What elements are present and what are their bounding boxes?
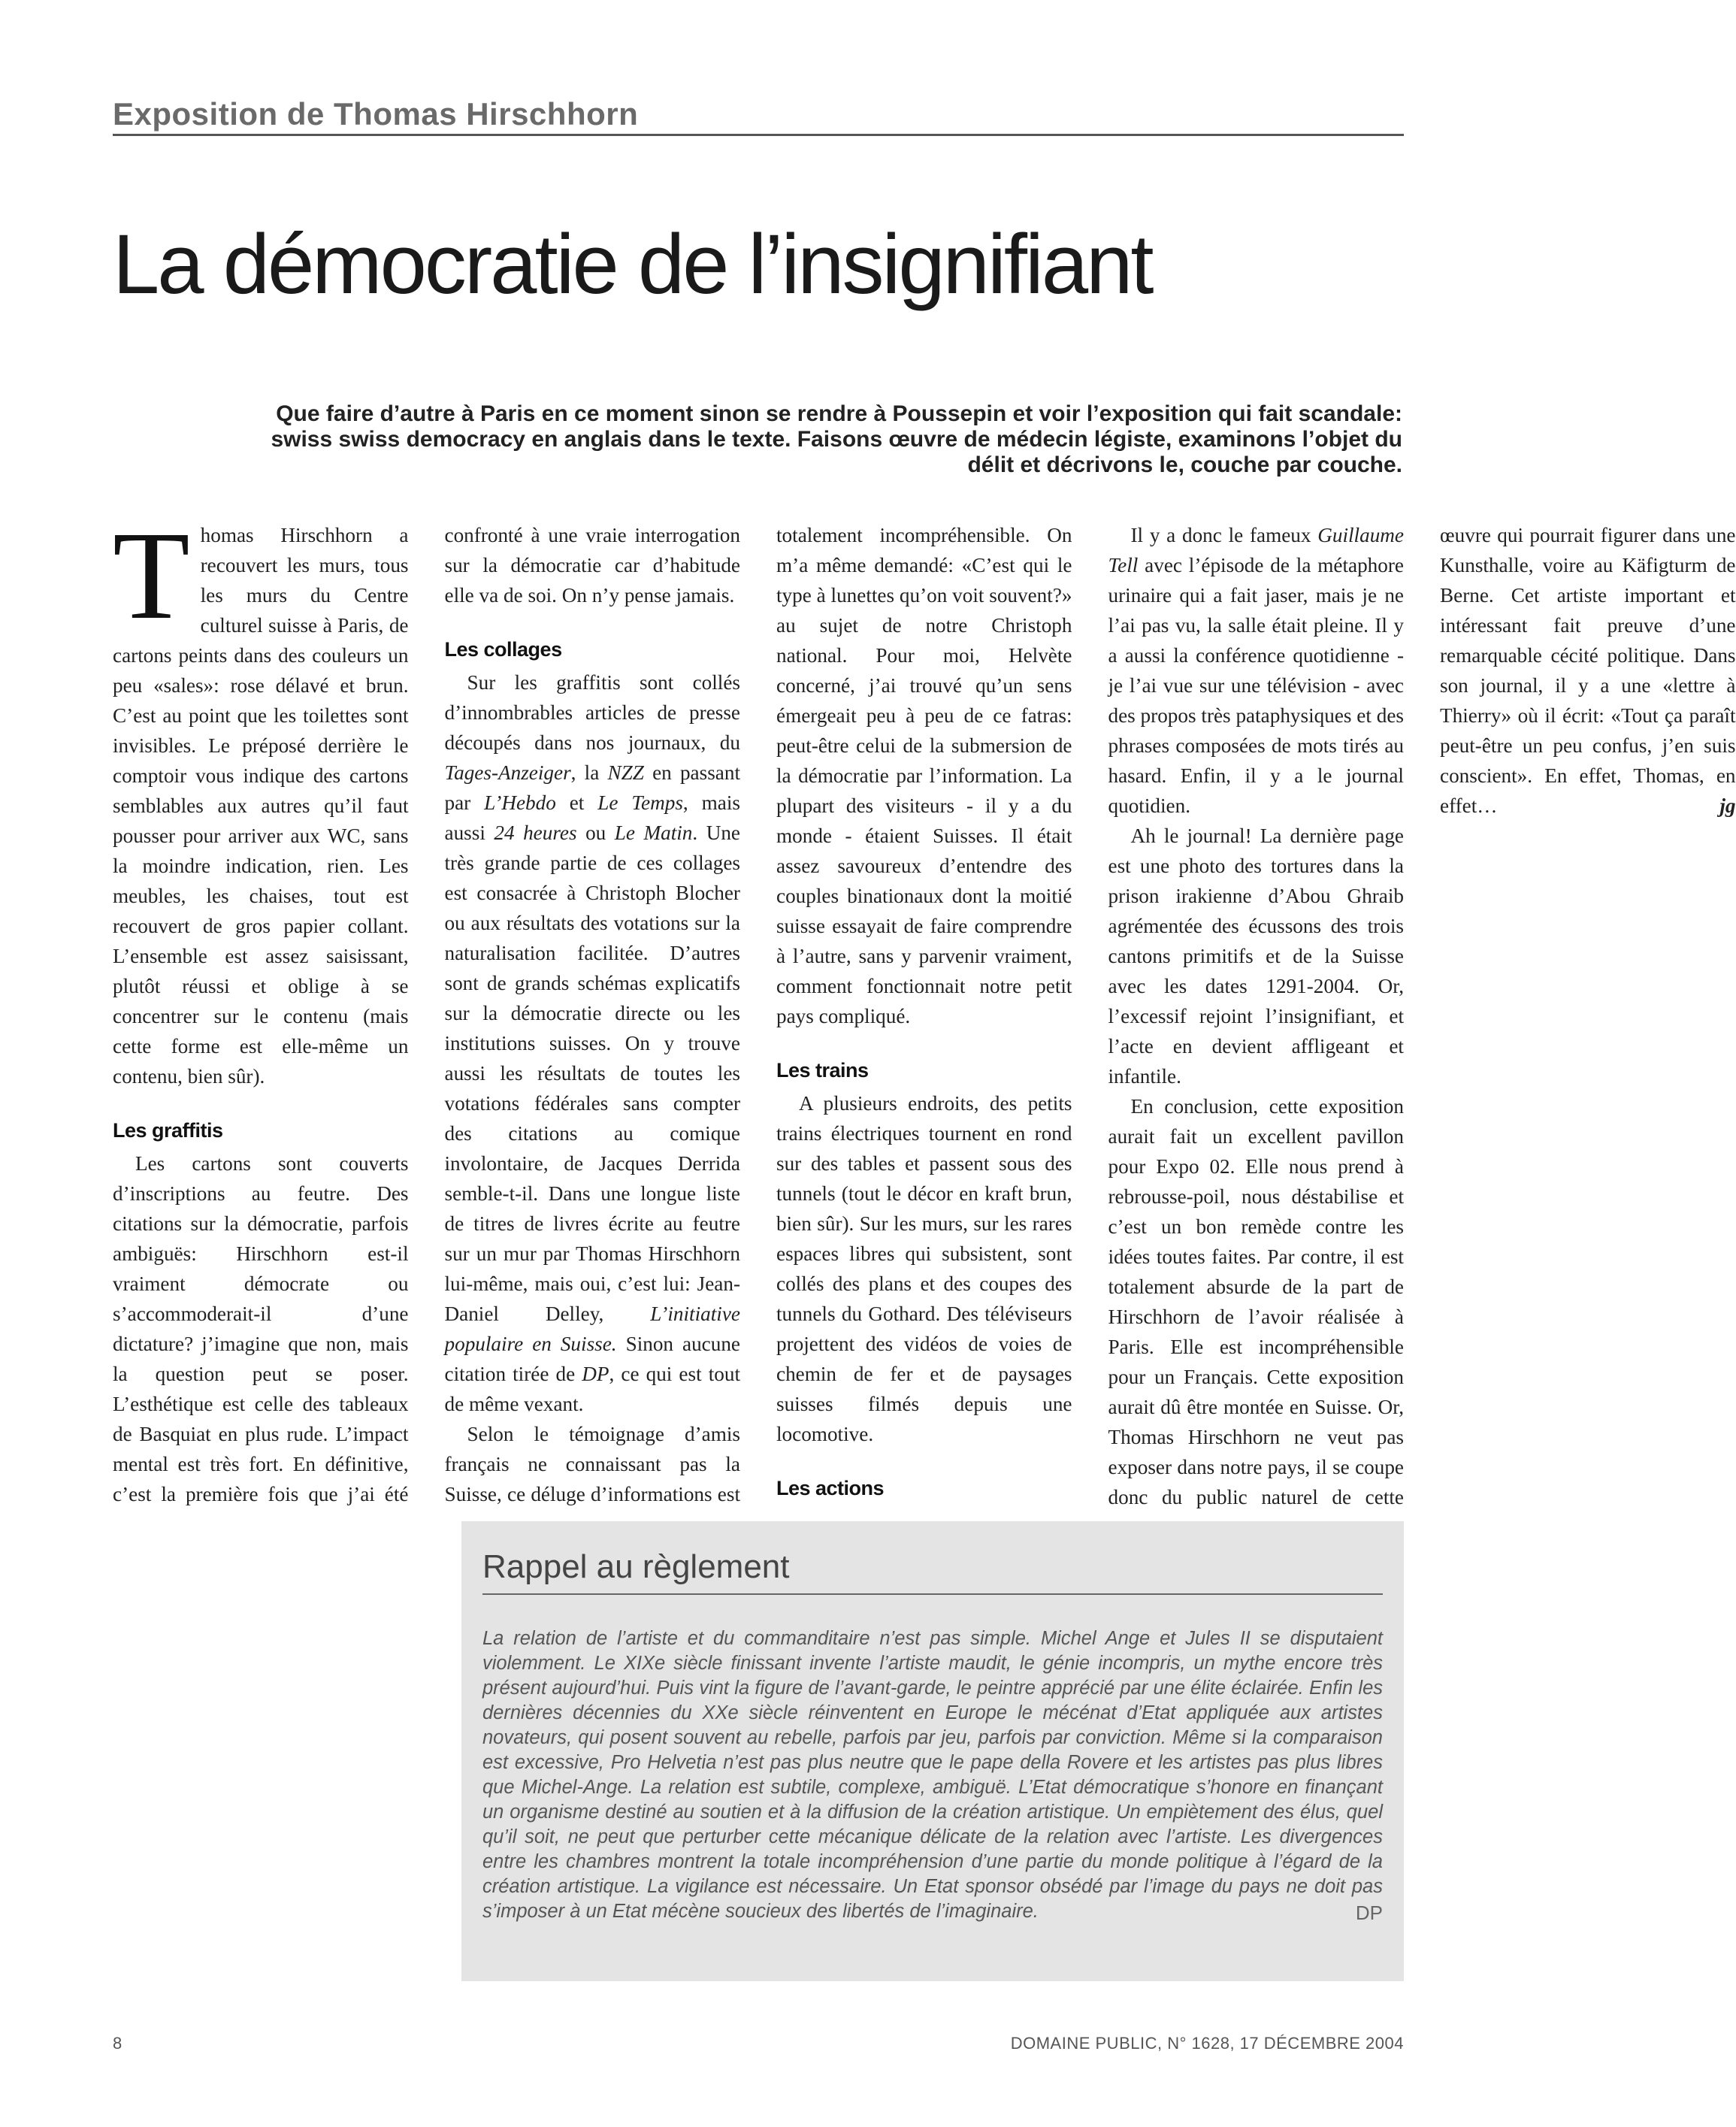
journal-paragraph: Ah le journal! La dernière page est une photo des tortures dans la prison irakienne d’Abou Ghraib agrémentée des écussons des trois cantons primitifs et de la Suisse avec les dates 1291-2004. Or, l’excessif rejoint l’insignifiant, et l’acte en devient affligeant et infantile. bbox=[1108, 824, 1404, 1088]
lead-paragraph: Que faire d’autre à Paris en ce moment sinon se rendre à Poussepin et voir l’exposition qui fait scandale: swiss swiss democracy en anglais dans le texte. Faisons œuvre de médecin légiste, examinons l’objet du délit et décrivons le, couche par couche. bbox=[271, 401, 1402, 477]
actions-paragraph: Il y a donc le fameux Guillaume Tell avec l’épisode de la métaphore urinaire qui a fait jaser, mais je ne l’ai pas vu, la salle était pleine. Il y a aussi la conférence quotidienne - je l’ai vue sur une télévision - avec des propos très pataphysiques et des phrases composées de mots tirés au hasard. Enfin, il y a le journal quotidien. bbox=[1108, 524, 1404, 817]
collages-paragraph: Sur les graffitis sont collés d’innombrables articles de presse découpés dans nos journaux, du Tages-Anzeiger, la NZZ en passant par L’Hebdo et Le Temps, mais aussi 24 heures ou Le Matin. Une très grande partie de ces collages est consacrée à Christoph Blocher ou aux résultats des votations sur la naturalisation facilitée. D’autres sont de grands schémas explicatifs sur la démocratie directe ou les institutions suisses. On y trouve aussi les résultats de toutes les votations fédérales sans compter des citations au comique involontaire, de Jacques Derrida semble-t-il. Dans une longue liste de titres de livres écrite au feutre sur un mur par Thomas Hirschhorn lui-même, mais oui, c’est lui: Jean-Daniel Delley, L’initiative populaire en Suisse. Sinon aucune citation tirée de DP, ce qui est tout de même vexant. bbox=[444, 671, 741, 1415]
sidebar-title: Rappel au règlement bbox=[482, 1548, 1383, 1595]
sidebar-box bbox=[461, 1521, 1404, 1981]
intro-text: homas Hirschhorn a recouvert les murs, tous les murs du Centre culturel suisse à Paris, de cartons peints dans des couleurs un peu «sales»: rose délavé et brun. C’est au point que les toilettes sont invisibles. Le préposé derrière le comptoir vous indique des cartons semblables aux autres qu’il faut pousser pour arriver aux WC, sans la moindre indication, rien. Les meubles, les chaises, tout est recouvert de gros papier collant. L’ensemble est assez saisissant, plutôt réussi et oblige à se concentrer sur le contenu (mais cette forme est elle-même un contenu, bien sûr). bbox=[113, 524, 409, 1088]
sidebar-signature: DP bbox=[1355, 1902, 1383, 1924]
rubric: Exposition de Thomas Hirschhorn bbox=[113, 96, 1404, 136]
sidebar-body: La relation de l’artiste et du commanditaire n’est pas simple. Michel Ange et Jules II se disputaient violemment. Le XIXe siècle finissant invente l’artiste maudit, le génie incompris, un mythe encore très présent aujourd’hui. Puis vint la figure de l’avant-garde, le peintre apprécié par une élite éclairée. Enfin les dernières décennies du XXe siècle réinventent en Europe le mécénat d’Etat appliquée aux artistes novateurs, qui posent souvent au rebelle, parfois par jeu, parfois par conviction. Même si la comparaison est excessive, Pro Helvetia n’est pas plus neutre que le pape della Rovere et les artistes pas plus libres que Michel-Ange. La relation est subtile, complexe, ambiguë. L’Etat démocratique s’honore en finançant un organisme destiné au soutien et à la diffusion de la création artistique. Un empiètement des élus, quel qu’il soit, ne peut que perturber cette mécanique délicate de la relation avec l’artiste. Les divergences entre les chambres montrent la totale incompréhension d’une partie du monde politique à l’égard de la création artistique. La vigilance est nécessaire. Un Etat sponsor obsédé par l’image du pays ne doit pas s’imposer à un Etat mécène soucieux des libertés de l’imaginaire. bbox=[482, 1628, 1383, 1922]
drop-cap: T bbox=[113, 506, 190, 646]
trains-paragraph: A plusieurs endroits, des petits trains électriques tournent en rond sur des tables et passent sous des tunnels (tout le décor en kraft brun, bien sûr). Sur les murs, sur les rares espaces libres qui subsistent, sont collés des plans et des coupes des tunnels du Gothard. Des téléviseurs projettent des vidéos de voies de chemin de fer et de paysages suisses filmés depuis une locomotive. bbox=[776, 1092, 1072, 1445]
temoignage-paragraph: Selon le témoignage d’amis français ne connaissant pas la Suisse, ce déluge d’informations est totalement incompréhensible. On m’a même demandé: «C’est qui le type à lunettes qu’on voit souvent?» au sujet de notre Christoph national. Pour moi, Helvète concerné, j’ai trouvé qu’un sens émergeait peu à peu de ce fatras: peut-être celui de la submersion de la démocratie par l’information. La plupart des visiteurs - il y a du monde - étaient Suisses. Il était assez savoureux d’entendre des couples binationaux dont la moitié suisse essayait de faire comprendre à l’autre, sans y parvenir vraiment, comment fonctionnait notre petit pays compliqué. bbox=[444, 524, 1072, 1505]
headline: La démocratie de l’insignifiant bbox=[113, 217, 1152, 311]
article-intro bbox=[113, 506, 409, 1091]
publication-info: DOMAINE PUBLIC, N° 1628, 17 DÉCEMBRE 2004 bbox=[1010, 2034, 1404, 2053]
graffitis-paragraph: Les cartons sont couverts d’inscriptions au feutre. Des citations sur la démocratie, parfois ambiguës: Hirschhorn est-il vraiment démocrate ou s’accommoderait-il d’une dictature? j’imagine que non, mais la question peut se poser. L’esthétique est celle des tableaux de Basquiat en plus rude. L’impact mental est très fort. En définitive, c’est la première fois que j’ai été confronté à une vraie interrogation sur la démocratie car d’habitude elle va de soi. On n’y pense jamais. bbox=[113, 524, 740, 1505]
section-heading-graffitis: Les graffitis bbox=[113, 1119, 223, 1142]
conclusion-paragraph: En conclusion, cette exposition aurait fait un excellent pavillon pour Expo 02. Elle nous prend à rebrousse-poil, nous déstabilise et c’est un bon remède contre les idées toutes faites. Par contre, il est totalement absurde de la part de Hirschhorn de l’avoir réalisée à Paris. Elle est incompréhensible pour un Français. Cette exposition aurait dû être montée en Suisse. Or, Thomas Hirschhorn ne veut pas exposer dans notre pays, il se coupe donc du public naturel de cette œuvre qui pourrait figurer dans une Kunsthalle, voire au Käfigturm de Berne. Cet artiste important et intéressant fait preuve d’une remarquable cécité politique. Dans son journal, il y a une «lettre à Thierry» où il écrit: «Tout ça paraît peut-être un peu confus, j’en suis conscient». En effet, Thomas, en effet… bbox=[1108, 524, 1736, 1508]
article-body bbox=[113, 506, 1736, 1520]
section-heading-actions: Les actions bbox=[776, 1477, 885, 1499]
page-number: 8 bbox=[113, 2034, 122, 2053]
author-signature: jg bbox=[1719, 794, 1736, 817]
section-heading-trains: Les trains bbox=[776, 1059, 869, 1082]
section-heading-collages: Les collages bbox=[444, 638, 562, 661]
